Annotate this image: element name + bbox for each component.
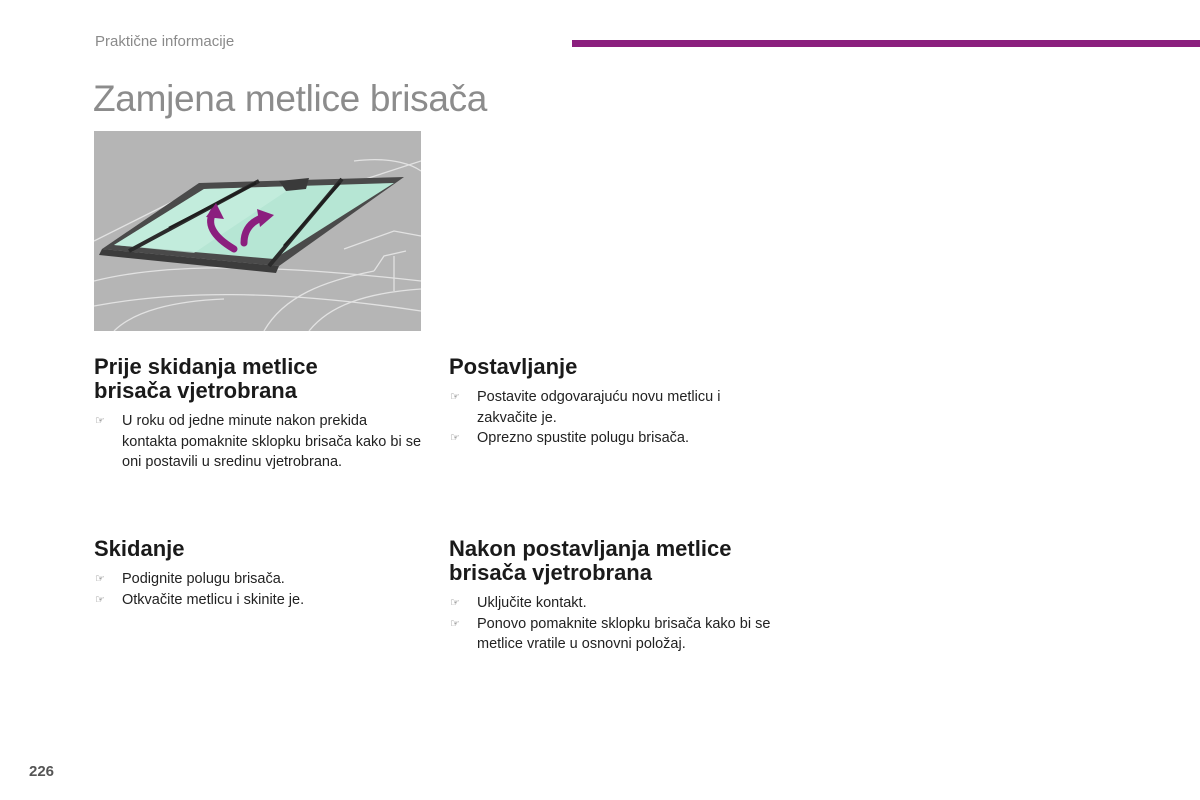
header-accent-bar: [572, 40, 1200, 47]
instruction-list: [94, 411, 424, 473]
list-item: ☞ U roku od jedne minute nakon prekida kontakta pomaknite sklopku brisača kako bi se oni postavili u sredinu vjetrobrana.: [95, 413, 422, 470]
pointing-hand-icon: ☞: [450, 391, 460, 403]
section-heading: Skidanje: [94, 536, 185, 561]
list-item: ☞ Otkvačite metlicu i skinite je.: [94, 590, 424, 611]
section-before-removal: [94, 355, 424, 473]
list-item: ☞ Postavite odgovarajuću novu metlicu i zakvačite je.: [450, 389, 721, 426]
instruction-list: [449, 593, 779, 655]
pointing-hand-icon: ☞: [95, 573, 105, 585]
instruction-list: [449, 387, 779, 449]
windshield-wiper-illustration: [94, 131, 421, 331]
running-header: Praktične informacije: [95, 33, 235, 50]
list-item: ☞ Podignite polugu brisača.: [94, 569, 424, 590]
section-heading: Prije skidanja metlice brisača vjetrobrana: [94, 354, 318, 403]
section-after-installation: [449, 537, 779, 655]
list-item: ☞ Ponovo pomaknite sklopku brisača kako bi se metlice vratile u osnovni položaj.: [450, 615, 771, 652]
page-number: 226: [29, 763, 55, 780]
list-item: ☞ Oprezno spustite polugu brisača.: [449, 428, 779, 449]
section-removal: [94, 537, 424, 610]
pointing-hand-icon: ☞: [95, 415, 105, 427]
pointing-hand-icon: ☞: [450, 617, 460, 630]
list-item: ☞ Uključite kontakt.: [449, 593, 779, 614]
page-title: Zamjena metlice brisača: [93, 78, 488, 119]
section-installation: [449, 355, 779, 449]
pointing-hand-icon: ☞: [450, 597, 460, 609]
section-heading: Nakon postavljanja metlice brisača vjetrobrana: [449, 536, 732, 585]
pointing-hand-icon: ☞: [95, 593, 105, 606]
section-heading: Postavljanje: [449, 354, 578, 379]
instruction-list: [94, 569, 424, 610]
pointing-hand-icon: ☞: [450, 432, 460, 444]
